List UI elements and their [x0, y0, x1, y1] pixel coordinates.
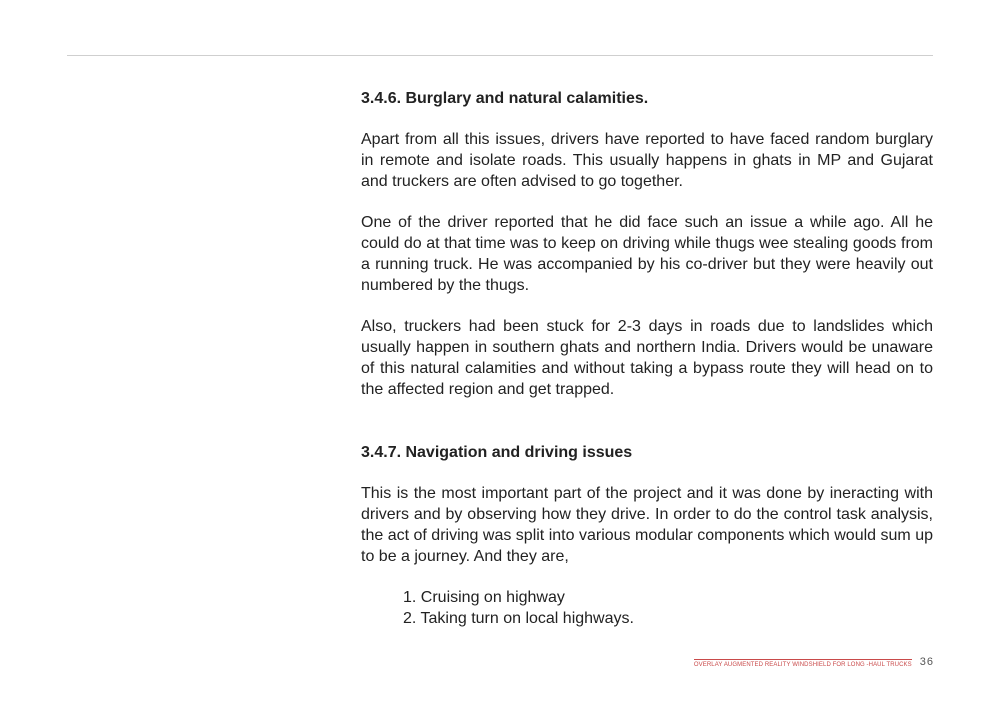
page-footer	[694, 656, 934, 668]
paragraph-navigation: This is the most important part of the project and it was done by ineracting with drivers and by observing how they drive. In order to do the control task analysis, the act of driving was split into various modular components which would sum up to be a journey. And they are,	[361, 485, 933, 565]
list-item: 1. Cruising on highway	[403, 589, 565, 606]
list-item: 2. Taking turn on local highways.	[403, 610, 634, 627]
section-heading-navigation: 3.4.7. Navigation and driving issues	[361, 444, 633, 461]
paragraph-calamities: Also, truckers had been stuck for 2-3 days in roads due to landslides which usually happen in southern ghats and northern India. Drivers would be unaware of this natural calamities and without taking a bypass route they will head on to the affected region and get trapped.	[361, 318, 933, 398]
page-number: 36	[919, 656, 934, 668]
footer-document-title: OVERLAY AUGMENTED REALITY WINDSHIELD FOR LONG -HAUL TRUCKS	[694, 659, 912, 668]
section-heading-burglary: 3.4.6. Burglary and natural calamities.	[361, 90, 649, 107]
driving-components-list	[403, 587, 933, 629]
page-content	[361, 88, 933, 629]
paragraph-burglary-2: One of the driver reported that he did face such an issue a while ago. All he could do at that time was to keep on driving while thugs wee stealing goods from a running truck. He was accompanied by his co-driver but they were heavily out numbered by the thugs.	[361, 214, 933, 294]
header-divider	[67, 55, 933, 56]
paragraph-burglary-1: Apart from all this issues, drivers have reported to have faced random burglary in remote and isolate roads. This usually happens in ghats in MP and Gujarat and truckers are often advised to go together.	[361, 131, 933, 190]
